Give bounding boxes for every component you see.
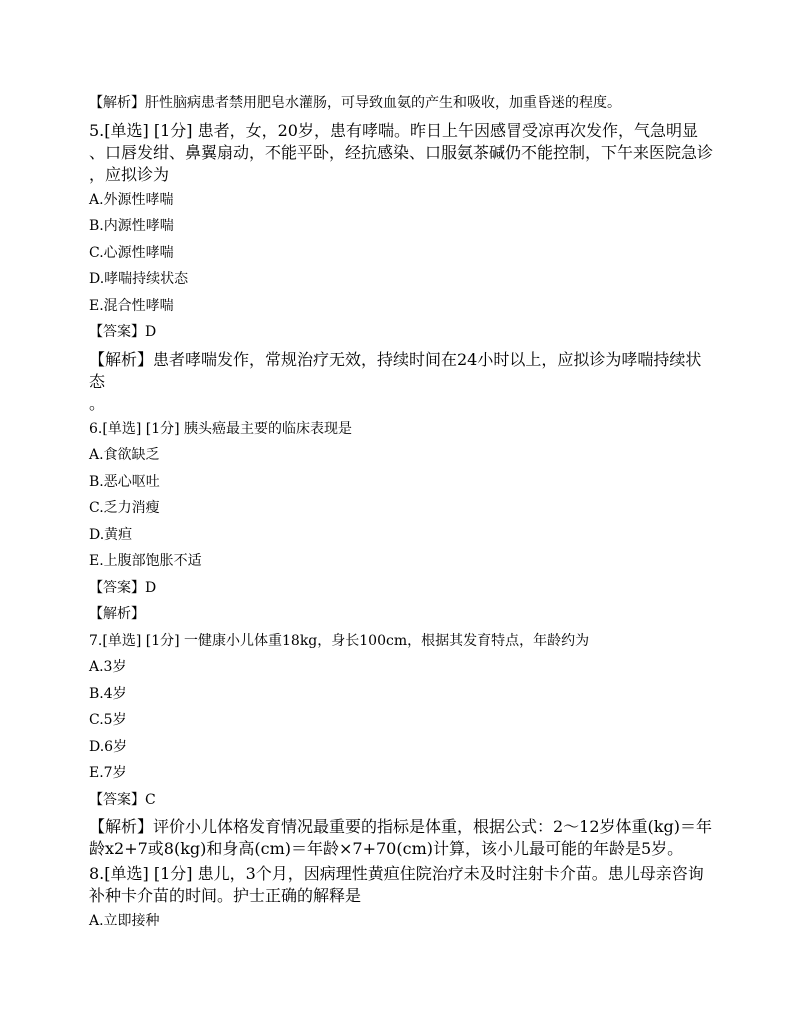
q5-option-c: C.心源性哮喘 <box>89 244 174 261</box>
q5-option-a: A.外源性哮喘 <box>89 191 174 208</box>
q6-option-d: D.黄疸 <box>89 526 133 543</box>
q5-stem-line: 5.[单选] [1分] 患者，女，20岁，患有哮喘。昨日上午因感冒受凉再次发作，气急明显 <box>89 120 698 140</box>
q5-option-e: E.混合性哮喘 <box>89 297 174 314</box>
q6-option-b: B.恶心呕吐 <box>89 473 160 490</box>
q4-explanation: 【解析】肝性脑病患者禁用肥皂水灌肠，可导致血氨的产生和吸收，加重昏迷的程度。 <box>89 95 621 111</box>
q5-option-d: D.哮喘持续状态 <box>89 271 189 287</box>
q5-stem <box>89 120 714 186</box>
q6-stem: 6.[单选] [1分] 胰头癌最主要的临床表现是 <box>89 420 353 437</box>
q7-option-d: D.6岁 <box>89 738 128 755</box>
q5-explanation <box>89 349 714 415</box>
q5-stem-line: 、口唇发绀、鼻翼扇动，不能平卧，经抗感染、口服氨茶碱仍不能控制，下午来医院急诊 <box>89 142 714 162</box>
exam-page <box>89 90 714 935</box>
q7-option-b: B.4岁 <box>89 685 127 702</box>
q5-explanation-line: 。 <box>89 393 106 413</box>
q7-stem: 7.[单选] [1分] 一健康小儿体重18kg，身长100cm，根据其发育特点，年龄约为 <box>89 632 590 649</box>
q8-stem <box>89 863 714 907</box>
q6-explanation: 【解析】 <box>89 606 145 622</box>
q5-stem-line: ，应拟诊为 <box>89 164 170 184</box>
q8-stem-line: 补种卡介苗的时间。护士正确的解释是 <box>89 886 362 905</box>
q7-explanation-line: 【解析】评价小儿体格发育情况最重要的指标是体重，根据公式：2～12岁体重(kg)＝年 <box>89 817 712 836</box>
q7-option-c: C.5岁 <box>89 712 127 728</box>
q7-option-e: E.7岁 <box>89 765 127 781</box>
q7-option-a: A.3岁 <box>89 659 127 675</box>
q8-option-a: A.立即接种 <box>89 913 160 929</box>
q6-answer: 【答案】D <box>89 579 157 596</box>
q8-stem-line: 8.[单选] [1分] 患儿，3个月，因病理性黄疸住院治疗未及时注射卡介苗。患儿母亲咨询 <box>89 864 704 883</box>
q5-option-b: B.内源性哮喘 <box>89 218 174 234</box>
q7-explanation-line: 龄x2+7或8(kg)和身高(cm)＝年龄×7+70(cm)计算，该小儿最可能的年龄是5岁。 <box>89 839 684 858</box>
q6-option-c: C.乏力消瘦 <box>89 500 160 516</box>
q7-explanation <box>89 816 714 860</box>
q7-answer: 【答案】C <box>89 791 156 808</box>
q5-answer: 【答案】D <box>89 324 157 340</box>
q6-option-a: A.食欲缺乏 <box>89 447 160 463</box>
q6-option-e: E.上腹部饱胀不适 <box>89 553 202 569</box>
q5-explanation-line: 【解析】患者哮喘发作，常规治疗无效，持续时间在24小时以上，应拟诊为哮喘持续状态 <box>89 349 702 391</box>
